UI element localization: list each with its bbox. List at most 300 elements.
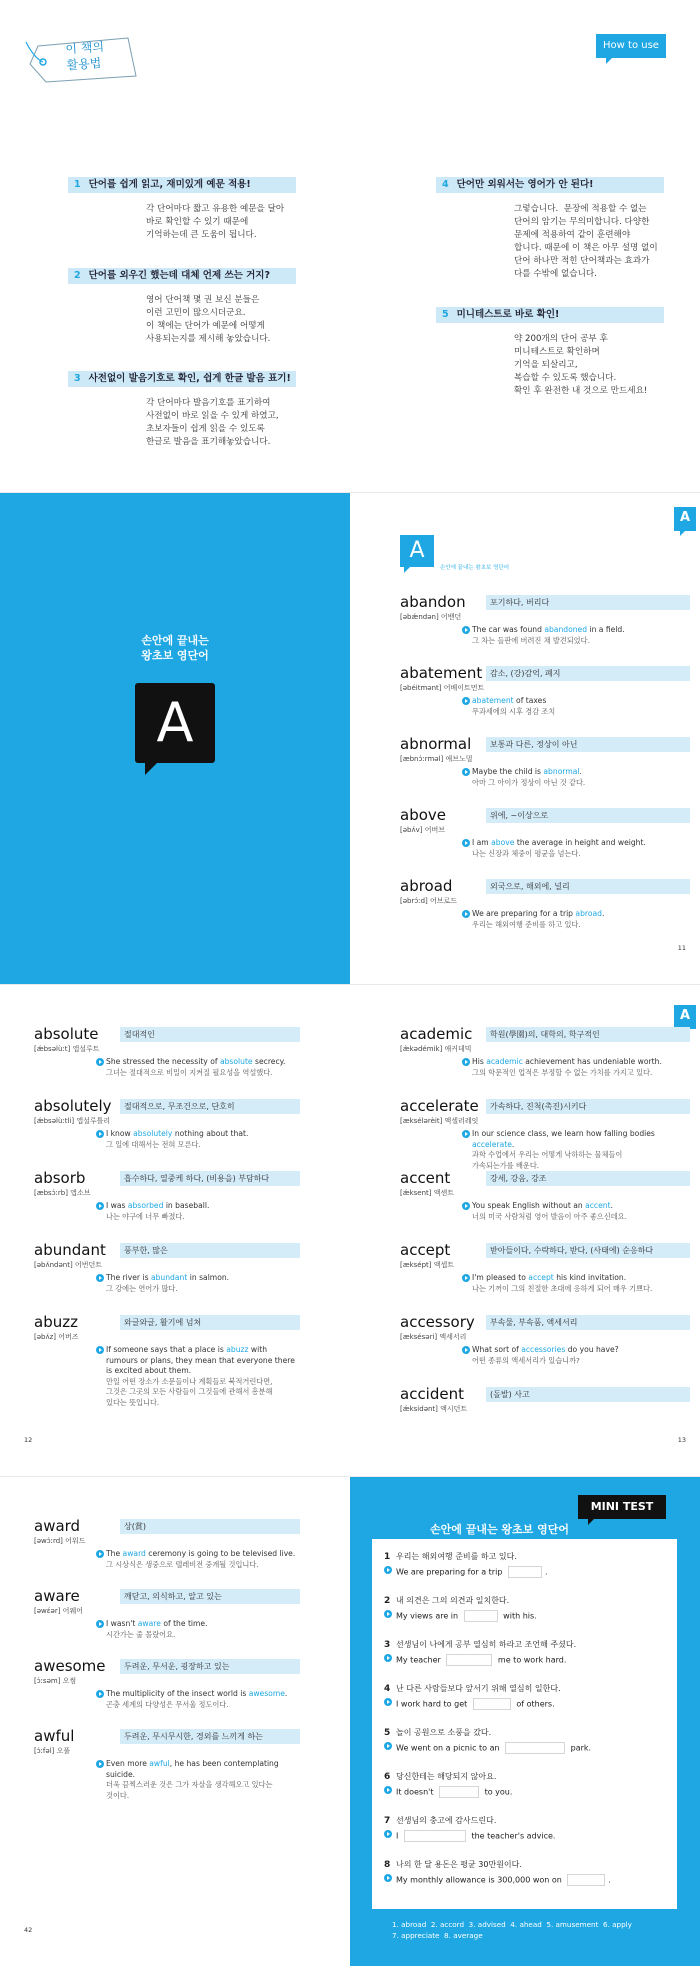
word-entry bbox=[400, 877, 690, 930]
question-ko-pre: 난 다른 사람들보다 bbox=[396, 1684, 466, 1693]
headword-bar bbox=[34, 1587, 300, 1605]
intro-section-4-body: 그렇습니다. 문장에 적용할 수 없는 단어의 암기는 무의미합니다. 다양한 문제에 적용하여 같이 훈련해야 합니다. 때문에 이 책은 아무 설명 없이 단어 하나만 적힌 단어책과는 효과가 다를 수밖에 없습니다. bbox=[514, 204, 658, 279]
play-icon bbox=[462, 626, 470, 634]
question-en-line bbox=[384, 1566, 669, 1578]
howto-badge-tail bbox=[606, 58, 612, 64]
play-icon bbox=[462, 1202, 470, 1210]
page-12 bbox=[0, 985, 350, 1476]
meaning: 절대적으로, 무조건으로, 단호히 bbox=[124, 1102, 235, 1111]
meaning: 강세, 강음, 강조 bbox=[490, 1174, 547, 1183]
example-ko: 그녀는 절대적으로 비밀이 지켜질 필요성을 역설했다. bbox=[106, 1067, 273, 1077]
play-icon bbox=[96, 1690, 104, 1698]
meaning: 학원(學園)의, 대학의, 학구적인 bbox=[490, 1030, 600, 1039]
meaning: 보통과 다른, 정상이 아닌 bbox=[490, 740, 578, 749]
question-ko-line bbox=[384, 1551, 669, 1562]
question-ko-pre: 나의 한 달 용돈은 bbox=[396, 1860, 461, 1869]
headword: absolutely bbox=[34, 1097, 112, 1115]
question-en-pre: I bbox=[396, 1831, 401, 1841]
intro-section-5-body: 약 200개의 단어 공부 후 미니테스트로 확인하며 기억을 되살리고, 복습할 수 있도록 했습니다. 확인 후 완전한 내 것으로 만드세요! bbox=[514, 334, 648, 396]
word-entry bbox=[400, 664, 690, 717]
example-post: nothing about that. bbox=[172, 1129, 249, 1138]
play-icon bbox=[384, 1654, 392, 1662]
letter-tab bbox=[674, 507, 696, 531]
play-icon bbox=[384, 1742, 392, 1750]
pronunciation: [ǽksidənt] 액시던트 bbox=[400, 1405, 468, 1413]
example-post: in salmon. bbox=[187, 1273, 230, 1282]
answer-blank[interactable] bbox=[464, 1610, 498, 1622]
pronunciation: [æksépt] 액셉트 bbox=[400, 1261, 455, 1269]
word-entry bbox=[400, 1313, 690, 1366]
meaning: 와글와글, 활기에 넘쳐 bbox=[124, 1318, 202, 1327]
example-pre: If someone says that a place is bbox=[106, 1345, 227, 1354]
pronunciation: [æksélərèit] 액셀러레잇 bbox=[400, 1117, 479, 1125]
example-post: . bbox=[601, 909, 605, 918]
question-en-pre: It doesn't bbox=[396, 1787, 437, 1797]
question-en-line bbox=[384, 1830, 669, 1842]
word-entry bbox=[34, 1025, 300, 1078]
section-letter: A bbox=[409, 538, 425, 563]
question-en-pre: My views are in bbox=[396, 1611, 461, 1621]
question-en-post: park. bbox=[568, 1743, 592, 1753]
meaning: 부속물, 부속품, 액세서리 bbox=[490, 1318, 578, 1327]
example-pre: I was bbox=[106, 1201, 128, 1210]
section-num: 4 bbox=[442, 179, 449, 190]
example-pre: You speak English without an bbox=[472, 1201, 586, 1210]
spread-a-start bbox=[0, 493, 700, 984]
play-icon bbox=[96, 1058, 104, 1066]
headword-bar bbox=[400, 664, 690, 682]
example-post: achievement has undeniable worth. bbox=[522, 1057, 662, 1066]
example-post: the average in height and weight. bbox=[514, 838, 646, 847]
example-en bbox=[472, 838, 690, 849]
example-ko: 나는 신장과 체중이 평균을 넘는다. bbox=[472, 848, 581, 858]
tab-letter: A bbox=[679, 1008, 691, 1023]
example-en bbox=[472, 696, 690, 707]
example-en bbox=[472, 625, 690, 636]
example-en bbox=[106, 1129, 300, 1140]
example-ko: 나는 기꺼이 그의 친절한 초대에 응하게 되어 매우 기쁘다. bbox=[472, 1283, 653, 1293]
question-ko-post: . bbox=[506, 1596, 510, 1605]
example-keyword: absolutely bbox=[133, 1129, 173, 1138]
mini-test-card bbox=[372, 1539, 677, 1909]
section-num: 2 bbox=[74, 270, 81, 281]
question-en-post: me to work hard. bbox=[495, 1655, 567, 1665]
mini-test-page bbox=[350, 1477, 700, 1966]
cover-letter: A bbox=[156, 691, 194, 754]
example-pre: The car was found bbox=[472, 625, 545, 634]
example-keyword: academic bbox=[486, 1057, 523, 1066]
example-ko: 그 일에 대해서는 전혀 모른다. bbox=[106, 1139, 201, 1149]
pronunciation: [æbsɔ́ːrb] 앱소브 bbox=[34, 1189, 91, 1197]
headword: abundant bbox=[34, 1241, 106, 1259]
page-number: 13 bbox=[677, 1436, 686, 1444]
example-en bbox=[472, 1345, 690, 1356]
pronunciation: [əbʌ́z] 어버즈 bbox=[34, 1333, 79, 1341]
example-pre: I know bbox=[106, 1129, 134, 1138]
meaning: 외국으로, 해외에, 널리 bbox=[490, 882, 570, 891]
pronunciation: [ɔ́ːsəm] 오썸 bbox=[34, 1677, 77, 1685]
example-en bbox=[106, 1273, 300, 1284]
meaning: 깨닫고, 의식하고, 알고 있는 bbox=[124, 1592, 222, 1601]
play-icon bbox=[384, 1566, 392, 1574]
section-title: 단어만 외워서는 영어가 안 된다! bbox=[456, 179, 594, 190]
example-post: in a field. bbox=[587, 625, 625, 634]
test-question bbox=[384, 1771, 669, 1798]
intro-section-3-title bbox=[68, 371, 296, 387]
example bbox=[400, 1201, 690, 1222]
section-title: 단어를 쉽게 읽고, 재미있게 예문 적용! bbox=[88, 179, 251, 190]
example-pre: Maybe the child is bbox=[472, 767, 544, 776]
example-post: . bbox=[610, 1201, 613, 1210]
question-en-line bbox=[384, 1610, 669, 1622]
headword: abnormal bbox=[400, 735, 472, 753]
word-entry bbox=[34, 1241, 300, 1294]
pronunciation: [əbǽndən] 어밴던 bbox=[400, 613, 462, 621]
page-42 bbox=[0, 1477, 350, 1966]
question-ko-line bbox=[384, 1727, 669, 1738]
question-number: 7 bbox=[384, 1816, 391, 1826]
howto-badge bbox=[596, 34, 666, 58]
headword-bar bbox=[34, 1313, 300, 1331]
word-entry bbox=[400, 735, 690, 788]
meaning-band bbox=[120, 1519, 300, 1534]
example-ko: 무과세에의 시후 경감 조치 bbox=[472, 706, 556, 716]
question-ko-pre: 선생님의 충고에 bbox=[396, 1816, 456, 1825]
answer-blank[interactable] bbox=[508, 1566, 542, 1578]
pronunciation: [əbʌ́ndənt] 어번던트 bbox=[34, 1261, 102, 1269]
question-ko-keyword: 해외 bbox=[421, 1552, 438, 1561]
headword: abroad bbox=[400, 877, 453, 895]
howto-label: How to use bbox=[603, 40, 659, 51]
headword-bar bbox=[34, 1097, 300, 1115]
section-title: 단어를 외우긴 했는데 대체 언제 쓰는 거지? bbox=[88, 270, 270, 281]
question-number: 8 bbox=[384, 1860, 391, 1870]
question-ko-line bbox=[384, 1859, 669, 1870]
test-question bbox=[384, 1595, 669, 1622]
test-question bbox=[384, 1551, 669, 1578]
intro-section-4-title bbox=[436, 177, 664, 193]
example-ko: 너의 미국 사람처럼 영어 발음이 아주 좋으신데요. bbox=[472, 1211, 627, 1221]
test-question bbox=[384, 1859, 669, 1886]
play-icon bbox=[462, 1130, 470, 1138]
mini-test-label: MINI TEST bbox=[590, 1500, 654, 1513]
pronunciation: [ɔ́ːfəl] 오풀 bbox=[34, 1747, 71, 1755]
headword-bar bbox=[400, 735, 690, 753]
meaning: 포기하다, 버리다 bbox=[490, 598, 550, 607]
example-keyword: aware bbox=[137, 1619, 161, 1628]
example bbox=[34, 1549, 300, 1570]
intro-section-2-body: 영어 단어책 몇 권 보신 분들은 이런 고민이 많으시더군요. 이 책에는 단어가 예문에 어떻게 사용되는지를 제시해 놓았습니다. bbox=[146, 295, 271, 344]
question-ko-line bbox=[384, 1771, 669, 1782]
example-en bbox=[472, 909, 690, 920]
word-entry bbox=[400, 806, 690, 859]
mini-test-badge-tail bbox=[588, 1519, 594, 1525]
question-ko-keyword: 해당되지 bbox=[437, 1772, 469, 1781]
question-ko-pre: 내 의견은 그의 의견과 bbox=[396, 1596, 476, 1605]
meaning: (돌발) 사고 bbox=[490, 1390, 530, 1399]
question-ko-pre: 우리는 bbox=[396, 1552, 422, 1561]
play-icon bbox=[462, 1346, 470, 1354]
question-ko-post: 공원으로 소풍을 갔다. bbox=[411, 1728, 492, 1737]
headword: aware bbox=[34, 1587, 80, 1605]
question-ko-keyword: 놀이 bbox=[396, 1728, 412, 1737]
word-entry bbox=[400, 1097, 690, 1171]
example bbox=[400, 767, 690, 788]
example-pre: I'm pleased to bbox=[472, 1273, 529, 1282]
question-ko-post: 않아요. bbox=[468, 1772, 497, 1781]
example-ko: 아마 그 아이가 정상이 아닌 것 같다. bbox=[472, 777, 586, 787]
example-ko: 과학 수업에서 우리는 어떻게 낙하하는 물체들이 가속되는가를 배운다. bbox=[472, 1150, 623, 1170]
example-keyword: accelerate bbox=[472, 1139, 512, 1149]
example-en bbox=[472, 1201, 690, 1212]
question-ko-keyword: 앞서기 bbox=[465, 1684, 489, 1693]
example-ko: 그의 학문적인 업적은 부정할 수 없는 가치를 가지고 있다. bbox=[472, 1067, 653, 1077]
page-number: 42 bbox=[24, 1926, 33, 1934]
headword-bar bbox=[34, 1657, 300, 1675]
tab-letter: A bbox=[679, 510, 691, 525]
example-ko: 그 강에는 연어가 많다. bbox=[106, 1283, 178, 1293]
page-number: 11 bbox=[677, 944, 686, 952]
word-entry bbox=[34, 1169, 300, 1222]
question-en-post: of others. bbox=[513, 1699, 555, 1709]
intro-section-5-title bbox=[436, 307, 664, 323]
meaning: 가속하다, 진척(촉진)시키다 bbox=[490, 1102, 587, 1111]
test-question bbox=[384, 1727, 669, 1754]
meaning: 두려운, 무시무시한, 경외를 느끼게 하는 bbox=[124, 1732, 263, 1741]
play-icon bbox=[462, 1058, 470, 1066]
headword-bar bbox=[34, 1169, 300, 1187]
headword: accessory bbox=[400, 1313, 475, 1331]
page-13 bbox=[350, 985, 700, 1476]
answer-blank[interactable] bbox=[446, 1654, 492, 1666]
example bbox=[34, 1619, 300, 1640]
example-post: ceremony is going to be televised live. bbox=[145, 1549, 296, 1558]
intro-left-page bbox=[0, 0, 350, 492]
example-pre: What sort of bbox=[472, 1345, 522, 1354]
word-entry bbox=[34, 1097, 300, 1150]
section-num: 1 bbox=[74, 179, 81, 190]
pronunciation: [ǽbsəlùːtli] 앱설루틀리 bbox=[34, 1117, 111, 1125]
answer-blank[interactable] bbox=[505, 1742, 565, 1754]
play-icon bbox=[384, 1698, 392, 1706]
example-en bbox=[472, 767, 690, 778]
play-icon bbox=[462, 910, 470, 918]
example-keyword: absolute bbox=[219, 1057, 253, 1066]
question-en-pre: We are preparing for a trip bbox=[396, 1567, 505, 1577]
headword-bar bbox=[400, 1169, 690, 1187]
test-question bbox=[384, 1815, 669, 1842]
mini-test-title: 손안에 끝내는 왕초보 영단어 bbox=[430, 1523, 569, 1536]
intro-section-1-title bbox=[68, 177, 296, 193]
example-keyword: abatement bbox=[472, 696, 514, 705]
word-entry bbox=[400, 1025, 690, 1078]
question-ko-line bbox=[384, 1639, 669, 1650]
test-question bbox=[384, 1683, 669, 1710]
headword-bar bbox=[400, 1097, 690, 1115]
example-ko: 나는 야구에 너무 빠졌다. bbox=[106, 1211, 185, 1221]
meaning: 풍부한, 많은 bbox=[124, 1246, 168, 1255]
example-keyword: award bbox=[122, 1549, 146, 1558]
example-en bbox=[106, 1759, 300, 1780]
word-entry bbox=[34, 1657, 300, 1710]
question-ko-line bbox=[384, 1815, 669, 1826]
example-en bbox=[106, 1345, 300, 1377]
question-number: 2 bbox=[384, 1596, 391, 1606]
question-en-pre: My teacher bbox=[396, 1655, 444, 1665]
answer-blank[interactable] bbox=[439, 1786, 479, 1798]
meaning: 절대적인 bbox=[124, 1030, 155, 1039]
page-11 bbox=[350, 493, 700, 984]
page-number: 12 bbox=[24, 1436, 33, 1444]
question-number: 6 bbox=[384, 1772, 391, 1782]
example-keyword: above bbox=[491, 838, 515, 847]
example-en bbox=[106, 1057, 300, 1068]
book-tag-label bbox=[24, 30, 142, 86]
example-ko: 우리는 해외여행 준비를 하고 있다. bbox=[472, 919, 581, 929]
example bbox=[400, 1057, 690, 1078]
example bbox=[400, 1273, 690, 1294]
pronunciation: [əbrɔ́ːd] 어브로드 bbox=[400, 897, 458, 905]
headword: accelerate bbox=[400, 1097, 479, 1115]
play-icon bbox=[384, 1786, 392, 1794]
question-ko-line bbox=[384, 1595, 669, 1606]
example-pre: The multiplicity of the insect world is bbox=[106, 1689, 249, 1698]
question-ko-keyword: 일치한다 bbox=[475, 1596, 507, 1605]
example-ko: 그 시상식은 생중으로 텔레비전 중계될 것입니다. bbox=[106, 1559, 259, 1569]
example-en bbox=[106, 1619, 300, 1630]
pronunciation: [əwɔ́ːrd] 어워드 bbox=[34, 1537, 86, 1545]
section-subtitle: 손안에 끝내는 왕초보 영단어 bbox=[440, 565, 510, 571]
example-pre: We are preparing for a trip bbox=[472, 909, 576, 918]
question-ko-post: 30만원이다. bbox=[475, 1860, 522, 1869]
question-en-line bbox=[384, 1786, 669, 1798]
mini-test-badge bbox=[578, 1495, 666, 1519]
example-pre: In our science class, we learn how falling bodies bbox=[472, 1129, 655, 1138]
example-post: . bbox=[579, 767, 582, 776]
word-entry bbox=[34, 1587, 300, 1640]
example-post: in baseball. bbox=[163, 1201, 210, 1210]
headword: accept bbox=[400, 1241, 451, 1259]
example-keyword: abuzz bbox=[226, 1345, 249, 1354]
example bbox=[400, 838, 690, 859]
example bbox=[400, 1345, 690, 1366]
headword-bar bbox=[34, 1241, 300, 1259]
word-entry bbox=[34, 1313, 300, 1408]
example-keyword: abnormal bbox=[543, 767, 580, 776]
section-title: 사전없이 발음기호로 확인, 쉽게 한글 발음 표기! bbox=[88, 373, 291, 384]
pronunciation: [əbʌ́v] 어버브 bbox=[400, 826, 446, 834]
question-ko-keyword: 감사드린다 bbox=[455, 1816, 494, 1825]
section-title: 미니테스트로 바로 확인! bbox=[456, 309, 560, 320]
pronunciation: [ǽbsəlùːt] 앱설루트 bbox=[34, 1045, 100, 1053]
question-number: 3 bbox=[384, 1640, 391, 1650]
headword-bar bbox=[400, 1313, 690, 1331]
example bbox=[400, 696, 690, 717]
test-question bbox=[384, 1639, 669, 1666]
question-ko-keyword: 조언 bbox=[524, 1640, 541, 1649]
example-ko: 만일 어떤 장소가 소문들이나 계획들로 북적거린다면, 그것은 그곳의 모든 사람들이 그것들에 관해서 흥분해 있다는 뜻입니다. bbox=[106, 1376, 273, 1407]
example bbox=[34, 1273, 300, 1294]
meaning: 위에, ~이상으로 bbox=[490, 811, 549, 820]
example-en bbox=[106, 1201, 300, 1212]
cover-letter-tail bbox=[145, 763, 157, 775]
spread-intro bbox=[0, 0, 700, 492]
example-en bbox=[106, 1689, 300, 1700]
question-ko-line bbox=[384, 1683, 669, 1694]
pronunciation: [ǽksent] 액센트 bbox=[400, 1189, 455, 1197]
intro-section-1-body: 각 단어마다 짧고 유용한 예문을 달아 바로 확인할 수 있기 때문에 기억하는데 큰 도움이 됩니다. bbox=[146, 204, 285, 240]
headword-bar bbox=[400, 877, 690, 895]
play-icon bbox=[462, 839, 470, 847]
question-en-line bbox=[384, 1698, 669, 1710]
example-keyword: awesome bbox=[248, 1689, 285, 1698]
question-en-post: the teacher's advice. bbox=[468, 1831, 556, 1841]
section-letter-box bbox=[400, 535, 434, 567]
question-en-pre: I work hard to get bbox=[396, 1699, 470, 1709]
answer-blank[interactable] bbox=[404, 1830, 466, 1842]
example bbox=[400, 625, 690, 646]
play-icon bbox=[96, 1346, 104, 1354]
question-number: 1 bbox=[384, 1552, 391, 1562]
example-keyword: abroad bbox=[575, 909, 602, 918]
example-pre: His bbox=[472, 1057, 487, 1066]
example-post: secrecy. bbox=[252, 1057, 286, 1066]
pronunciation: [æ̀kədémik] 애커데믹 bbox=[400, 1045, 472, 1053]
intro-right-page bbox=[350, 0, 700, 492]
cover-title: 손안에 끝내는 왕초보 영단어 bbox=[141, 634, 209, 662]
word-entry bbox=[34, 1727, 300, 1801]
answer-blank[interactable] bbox=[567, 1874, 605, 1886]
word-entry bbox=[400, 1385, 690, 1414]
example-pre: The river is bbox=[106, 1273, 151, 1282]
example-keyword: accent bbox=[585, 1201, 611, 1210]
example bbox=[400, 909, 690, 930]
headword: abuzz bbox=[34, 1313, 78, 1331]
intro-section-3-body: 각 단어마다 발음기호를 표기하여 사전없이 바로 읽을 수 있게 하였고, 초보자들이 쉽게 읽을 수 있도록 한글로 발음을 표기해놓았습니다. bbox=[146, 398, 279, 447]
play-icon bbox=[462, 697, 470, 705]
example-en bbox=[472, 1129, 690, 1150]
headword: absorb bbox=[34, 1169, 86, 1187]
question-en-line bbox=[384, 1742, 669, 1754]
example-en bbox=[106, 1549, 300, 1560]
question-ko-post: 여행 준비를 하고 있다. bbox=[437, 1552, 517, 1561]
example bbox=[400, 1129, 690, 1171]
example-pre: I am bbox=[472, 838, 492, 847]
example-pre: I wasn't bbox=[106, 1619, 138, 1628]
answer-blank[interactable] bbox=[473, 1698, 511, 1710]
play-icon bbox=[384, 1830, 392, 1838]
example-post: . bbox=[284, 1689, 288, 1698]
example-ko: 곤충 세계의 다양성은 무서울 정도이다. bbox=[106, 1699, 229, 1709]
word-entry bbox=[34, 1517, 300, 1570]
headword: award bbox=[34, 1517, 81, 1535]
play-icon bbox=[384, 1874, 392, 1882]
word-entry bbox=[400, 1169, 690, 1222]
play-icon bbox=[462, 1274, 470, 1282]
headword: absolute bbox=[34, 1025, 99, 1043]
meaning: 받아들이다, 수락하다, 받다, (사태에) 순응하다 bbox=[490, 1246, 654, 1255]
headword-bar bbox=[400, 1025, 690, 1043]
headword: academic bbox=[400, 1025, 473, 1043]
headword: above bbox=[400, 806, 446, 824]
example-keyword: abundant bbox=[150, 1273, 188, 1282]
example-keyword: abandoned bbox=[544, 625, 588, 634]
example-keyword: accept bbox=[528, 1273, 554, 1282]
intro-section-2-title bbox=[68, 268, 296, 284]
example-ko: 어떤 종류의 액세서리가 있습니까? bbox=[472, 1355, 580, 1365]
headword: accent bbox=[400, 1169, 451, 1187]
headword: awesome bbox=[34, 1657, 106, 1675]
